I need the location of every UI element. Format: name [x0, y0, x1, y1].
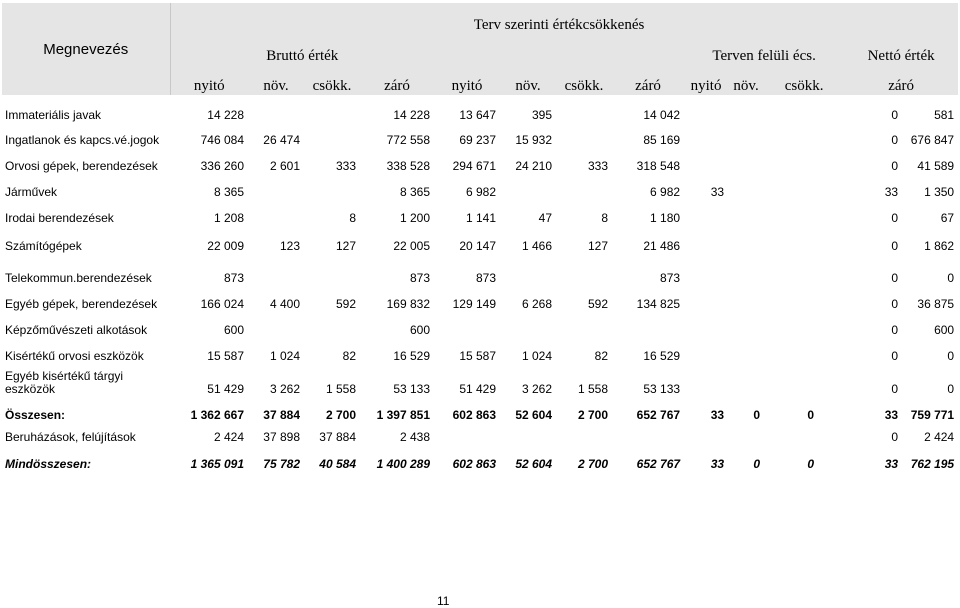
table-cell: 0: [947, 349, 955, 363]
table-cell: [684, 147, 728, 173]
spacer-cell: [818, 225, 844, 253]
table-cell: 873: [409, 271, 431, 285]
table-cell: 873: [660, 271, 681, 285]
table-cell: 69 237: [459, 133, 497, 147]
table-row: [2, 422, 958, 444]
table-cell: 676 847: [910, 133, 955, 147]
table-cell: [764, 363, 818, 396]
table-cell: 602 863: [452, 457, 497, 471]
table-cell: [728, 253, 764, 285]
table-cell: [248, 95, 304, 122]
table-cell: 37 884: [263, 408, 300, 422]
table-cell: 0: [947, 271, 955, 285]
page-number: 11: [437, 594, 450, 608]
table-cell: [728, 95, 764, 122]
row-label: Kisértékű orvosi eszközök: [5, 349, 144, 363]
table-cell: 1 200: [399, 211, 431, 225]
table-cell: 8 365: [399, 185, 431, 199]
table-cell: [248, 253, 304, 285]
table-cell: 600: [409, 323, 431, 337]
table-cell: [764, 173, 818, 199]
table-cell: 6 268: [521, 297, 553, 311]
table-cell: 1 862: [924, 239, 955, 253]
table-row: [2, 363, 958, 396]
table-row: [2, 311, 958, 337]
table-cell: 24 210: [515, 159, 553, 173]
table-cell: [764, 253, 818, 285]
table-cell: [684, 311, 728, 337]
table-cell: [500, 422, 556, 444]
page-footer: [0, 594, 960, 608]
table-cell: [612, 422, 684, 444]
table-cell: 53 133: [643, 382, 681, 396]
spacer-cell: [818, 199, 844, 225]
table-body: [2, 3, 958, 471]
row-label: Járművek: [5, 185, 58, 199]
table-cell: 0: [891, 108, 899, 122]
table-cell: 134 825: [636, 297, 681, 311]
table-cell: 581: [934, 108, 955, 122]
table-cell: [684, 422, 728, 444]
table-cell: [728, 285, 764, 311]
table-cell: 20 147: [459, 239, 497, 253]
row-label: Számítógépek: [5, 239, 82, 253]
table-cell: [764, 225, 818, 253]
table-cell: [684, 337, 728, 363]
table-cell: 33: [884, 408, 899, 422]
table-cell: 772 558: [386, 133, 431, 147]
table-cell: 0: [807, 408, 815, 422]
table-cell: 873: [475, 271, 497, 285]
row-label: Irodai berendezések: [5, 211, 114, 225]
table-cell: [764, 147, 818, 173]
table-cell: 129 149: [452, 297, 497, 311]
subcol-header: csökk.: [556, 75, 612, 95]
table-cell: 33: [884, 457, 899, 471]
table-cell: [684, 285, 728, 311]
table-cell: 0: [891, 211, 899, 225]
table-cell: 592: [587, 297, 609, 311]
table-cell: 51 429: [459, 382, 497, 396]
subcol-header: csökk.: [764, 75, 844, 95]
spacer-cell: [818, 396, 844, 422]
row-label: Mindösszesen:: [5, 457, 92, 471]
table-cell: 33: [710, 185, 725, 199]
table-cell: [764, 285, 818, 311]
name-column-header: Megnevezés: [2, 3, 170, 95]
table-cell: 2 700: [577, 457, 609, 471]
table-cell: 15 932: [515, 133, 553, 147]
table-cell: 1 141: [465, 211, 497, 225]
table-cell: 67: [940, 211, 955, 225]
table-cell: 0: [753, 457, 761, 471]
table-cell: 2 424: [924, 430, 955, 444]
row-label: Orvosi gépek, berendezések: [5, 159, 158, 173]
table-cell: 395: [531, 108, 553, 122]
table-cell: 0: [891, 159, 899, 173]
table-cell: 52 604: [515, 408, 553, 422]
subcol-header: nyitó: [170, 75, 248, 95]
table-row: [2, 122, 958, 147]
table-cell: 127: [587, 239, 609, 253]
table-cell: 0: [891, 239, 899, 253]
table-cell: 53 133: [393, 382, 431, 396]
table-cell: [764, 199, 818, 225]
table-row: [2, 285, 958, 311]
table-cell: 1 400 289: [376, 457, 431, 471]
table-cell: 1 365 091: [190, 457, 244, 471]
table-cell: 82: [342, 349, 356, 363]
table-cell: 169 832: [386, 297, 431, 311]
table-cell: 2 601: [269, 159, 300, 173]
table-cell: 36 875: [917, 297, 955, 311]
table-cell: 166 024: [200, 297, 244, 311]
table-cell: [556, 311, 612, 337]
table-cell: [556, 173, 612, 199]
table-cell: 1 208: [213, 211, 244, 225]
table-cell: [728, 199, 764, 225]
table-cell: [728, 225, 764, 253]
spacer-cell: [818, 173, 844, 199]
table-cell: [500, 311, 556, 337]
table-row: [2, 444, 958, 471]
table-cell: 15 587: [459, 349, 497, 363]
table-cell: 2 438: [399, 430, 431, 444]
group-header-netto: Nettó érték: [844, 3, 958, 75]
table-cell: 0: [891, 271, 899, 285]
subcol-header: csökk.: [304, 75, 360, 95]
table-cell: 41 589: [917, 159, 955, 173]
table-cell: 0: [891, 430, 899, 444]
table-cell: [728, 122, 764, 147]
table-cell: 0: [753, 408, 761, 422]
table-cell: 336 260: [200, 159, 244, 173]
table-cell: 1 180: [650, 211, 681, 225]
table-cell: [684, 122, 728, 147]
row-label: Beruházások, felújítások: [5, 430, 136, 444]
table-cell: 127: [335, 239, 356, 253]
table-cell: 1 362 667: [190, 408, 244, 422]
row-label: Telekommun.berendezések: [5, 271, 152, 285]
table-cell: [304, 95, 360, 122]
table-cell: 652 767: [636, 408, 681, 422]
table-cell: 15 587: [207, 349, 244, 363]
spacer-cell: [818, 147, 844, 173]
table-cell: [684, 253, 728, 285]
table-cell: [556, 122, 612, 147]
row-label: Ingatlanok és kapcs.vé.jogok: [5, 133, 160, 147]
table-cell: [304, 253, 360, 285]
table-cell: 33: [884, 185, 899, 199]
spacer-cell: [818, 253, 844, 285]
table-cell: 1 466: [521, 239, 553, 253]
spacer-cell: [818, 422, 844, 444]
table-row: [2, 199, 958, 225]
table-cell: [612, 311, 684, 337]
table-cell: [764, 422, 818, 444]
table-cell: 3 262: [521, 382, 553, 396]
table-cell: 333: [587, 159, 609, 173]
table-cell: 47: [538, 211, 553, 225]
table-cell: [728, 147, 764, 173]
group-header-terven-feluli: Terven felüli écs.: [684, 3, 844, 75]
table-cell: [500, 253, 556, 285]
table-cell: 0: [891, 323, 899, 337]
table-cell: 26 474: [263, 133, 300, 147]
table-cell: 333: [335, 159, 356, 173]
header-row-groups: [2, 3, 958, 75]
table-cell: [684, 225, 728, 253]
table-cell: 22 005: [393, 239, 431, 253]
table-cell: 1 024: [269, 349, 300, 363]
row-label: Képzőművészeti alkotások: [5, 323, 148, 337]
table-cell: [434, 422, 500, 444]
table-cell: 1 024: [521, 349, 553, 363]
table-cell: 294 671: [452, 159, 497, 173]
row-label: Összesen:: [5, 408, 66, 422]
table-cell: [556, 95, 612, 122]
table-cell: 1 558: [325, 382, 356, 396]
table-cell: [248, 173, 304, 199]
group-header-brutto: Bruttó érték: [170, 3, 434, 75]
table-cell: 2 424: [213, 430, 244, 444]
table-row: [2, 337, 958, 363]
table-cell: 1 350: [924, 185, 955, 199]
table-cell: 0: [891, 349, 899, 363]
table-cell: 6 982: [650, 185, 681, 199]
table-cell: 123: [279, 239, 300, 253]
spacer-cell: [818, 337, 844, 363]
row-label: Immateriális javak: [5, 108, 102, 122]
table-cell: [304, 311, 360, 337]
table-cell: 33: [710, 457, 725, 471]
table-row: [2, 147, 958, 173]
table-cell: 6 982: [465, 185, 497, 199]
row-label: Egyéb kisértékű tárgyi eszközök: [5, 369, 124, 396]
group-header-terv: Terv szerinti értékcsökkenés: [434, 3, 684, 75]
table-cell: [248, 199, 304, 225]
table-cell: 873: [223, 271, 244, 285]
asset-table: [2, 3, 959, 471]
table-cell: [304, 173, 360, 199]
table-cell: [764, 337, 818, 363]
spacer-cell: [818, 122, 844, 147]
table-row: [2, 225, 958, 253]
table-cell: 602 863: [452, 408, 497, 422]
table-row: [2, 396, 958, 422]
table-cell: [764, 95, 818, 122]
table-cell: 0: [947, 382, 955, 396]
table-cell: 37 884: [319, 430, 356, 444]
table-cell: 4 400: [269, 297, 300, 311]
table-cell: 51 429: [207, 382, 244, 396]
subcol-header: nyitó: [684, 75, 728, 95]
table-cell: [684, 363, 728, 396]
table-cell: 33: [710, 408, 725, 422]
table-cell: 8 365: [213, 185, 244, 199]
table-cell: [304, 122, 360, 147]
table-cell: 592: [335, 297, 356, 311]
table-cell: [556, 253, 612, 285]
table-cell: [248, 311, 304, 337]
table-cell: 82: [594, 349, 609, 363]
table-row: [2, 253, 958, 285]
table-cell: 338 528: [386, 159, 431, 173]
table-cell: 14 228: [393, 108, 431, 122]
table-cell: 85 169: [643, 133, 681, 147]
subcol-header: záró: [360, 75, 434, 95]
table-cell: 746 084: [200, 133, 244, 147]
spacer-cell: [818, 95, 844, 122]
table-cell: 0: [891, 297, 899, 311]
table-cell: 3 262: [269, 382, 300, 396]
subcol-header: nyitó: [434, 75, 500, 95]
table-cell: 40 584: [319, 457, 356, 471]
table-cell: 600: [934, 323, 955, 337]
table-cell: 1 397 851: [376, 408, 431, 422]
table-row: [2, 95, 958, 122]
table-cell: 0: [891, 382, 899, 396]
table-cell: 16 529: [643, 349, 681, 363]
table-cell: 759 771: [910, 408, 955, 422]
table-cell: [684, 95, 728, 122]
table-cell: [434, 311, 500, 337]
table-cell: [728, 173, 764, 199]
table-cell: 14 228: [207, 108, 244, 122]
table-row: [2, 173, 958, 199]
row-label: Egyéb gépek, berendezések: [5, 297, 158, 311]
spacer-cell: [818, 311, 844, 337]
table-cell: 2 700: [325, 408, 356, 422]
table-cell: 14 042: [643, 108, 681, 122]
table-cell: [728, 422, 764, 444]
table-cell: 37 898: [263, 430, 300, 444]
table-cell: 318 548: [636, 159, 681, 173]
table-cell: 1 558: [577, 382, 609, 396]
table-cell: [728, 363, 764, 396]
table-cell: [764, 311, 818, 337]
table-cell: [728, 311, 764, 337]
table-cell: 16 529: [393, 349, 431, 363]
table-cell: 762 195: [910, 457, 955, 471]
table-cell: [764, 122, 818, 147]
table-cell: 8: [601, 211, 609, 225]
table-cell: [684, 199, 728, 225]
table-cell: 21 486: [643, 239, 681, 253]
table-cell: 652 767: [636, 457, 681, 471]
subcol-header: záró: [844, 75, 958, 95]
table-cell: [728, 337, 764, 363]
table-cell: [556, 422, 612, 444]
table-cell: 22 009: [207, 239, 244, 253]
spacer-cell: [818, 285, 844, 311]
table-cell: 75 782: [263, 457, 300, 471]
table-cell: 0: [807, 457, 815, 471]
table-cell: 13 647: [459, 108, 497, 122]
table-cell: 0: [891, 133, 899, 147]
spacer-cell: [818, 363, 844, 396]
table-cell: 2 700: [577, 408, 609, 422]
table-cell: 52 604: [515, 457, 553, 471]
spacer-cell: [818, 444, 844, 471]
subcol-header: záró: [612, 75, 684, 95]
subcol-header: növ.: [728, 75, 764, 95]
table-cell: 8: [349, 211, 356, 225]
subcol-header: növ.: [248, 75, 304, 95]
subcol-header: növ.: [500, 75, 556, 95]
table-cell: 600: [223, 323, 244, 337]
table-cell: [500, 173, 556, 199]
